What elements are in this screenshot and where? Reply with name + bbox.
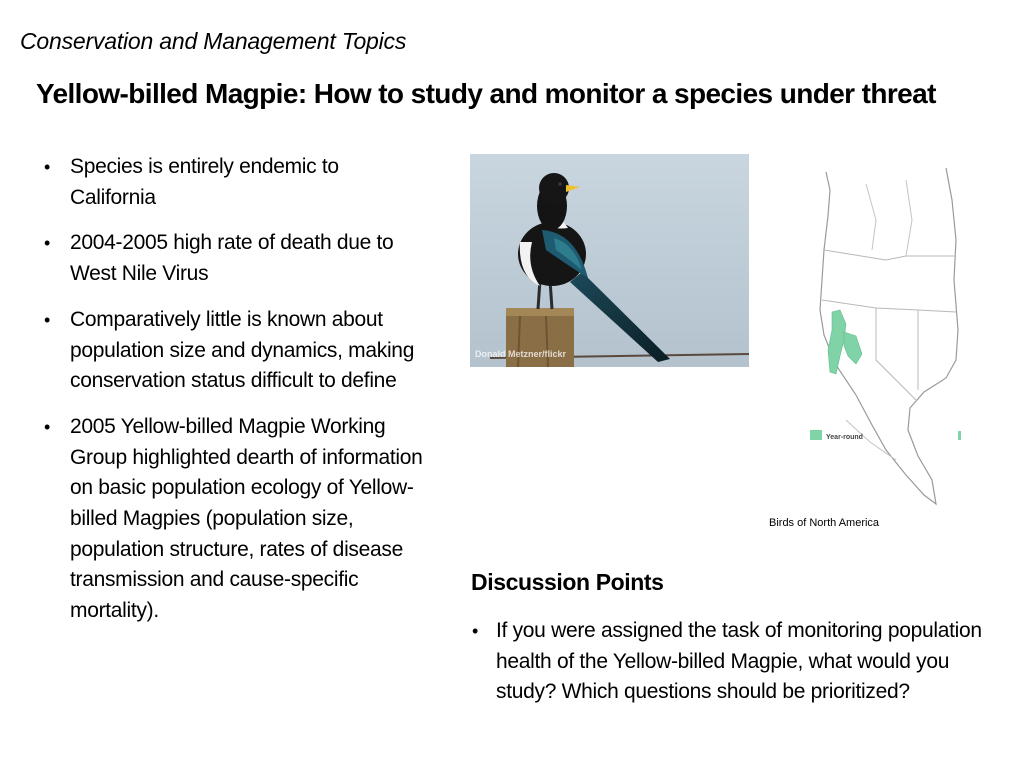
discussion-list — [472, 616, 982, 708]
list-item-text: 2005 Yellow-billed Magpie Working Group highlighted dearth of information on basic population ecology of Yellow-billed Magpies (population size, population structure, rates of disease transmission and cause-specific mortality). — [70, 414, 423, 623]
list-item — [44, 305, 428, 397]
map-caption: Birds of North America — [769, 517, 880, 529]
facts-list — [44, 152, 428, 642]
list-item-text: If you were assigned the task of monitoring population health of the Yellow-billed Magpie, what would you study? Which questions should be prioritized? — [496, 619, 982, 703]
list-item — [44, 152, 428, 213]
list-item-text: Comparatively little is known about population size and dynamics, making conservation status difficult to define — [70, 307, 415, 393]
list-item-text: 2004-2005 high rate of death due to West Nile Virus — [70, 231, 394, 286]
bullet-icon: • — [44, 309, 51, 330]
range-map — [806, 160, 962, 512]
list-item-text: Species is entirely endemic to California — [70, 155, 339, 209]
bullet-icon: • — [472, 621, 479, 641]
photo-credit: Donald Metzner/flickr — [475, 349, 567, 359]
bullet-icon: • — [44, 416, 51, 437]
list-item — [44, 228, 428, 289]
range-map-graphic — [806, 160, 962, 512]
list-item — [472, 616, 982, 708]
bullet-icon: • — [44, 157, 51, 177]
list-item — [44, 412, 428, 627]
bullet-icon: • — [44, 233, 51, 254]
slide-title: Yellow-billed Magpie: How to study and monitor a species under threat — [36, 78, 936, 109]
magpie-photo — [470, 154, 749, 367]
discussion-heading: Discussion Points — [471, 569, 664, 595]
magpie-illustration — [470, 154, 749, 367]
slide-kicker: Conservation and Management Topics — [20, 28, 407, 54]
map-legend-label: Year-round — [826, 434, 863, 441]
